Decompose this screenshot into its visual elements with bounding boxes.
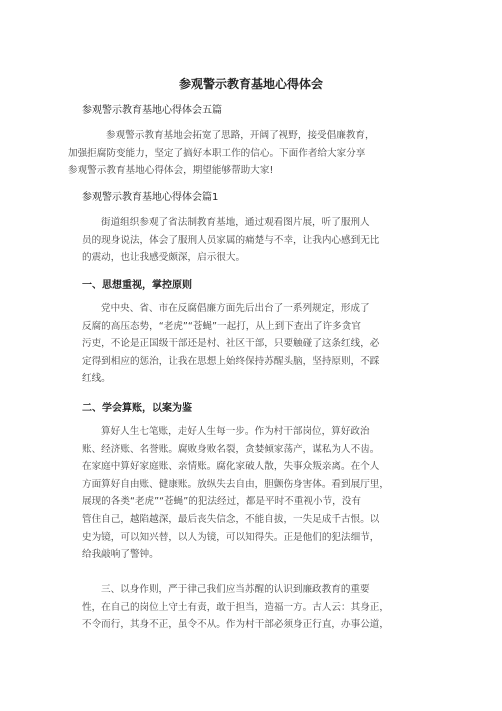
section-2-line: 史为镜，可以知兴替，以人为镜，可以知得失。正是他们的犯法细节， [82,531,380,543]
section-1-line: 反腐的高压态势，“老虎”“苍蝇”一起打，从上到下查出了许多贪官 [82,320,361,332]
section-2-line: 在家庭中算好家庭账、亲情账。腐化家破人散，失事众叛亲离。在个人 [82,461,380,473]
section-1-line: 污吏，不论是正国级干部还是村、社区干部，只要触碰了这条红线，必 [82,338,380,350]
intro-line: 参观警示教育基地心得体会，期望能够帮助大家! [68,165,274,177]
document-title: 参观警示教育基地心得体会 [178,77,323,91]
section-1-paragraph [82,300,486,388]
section-2-paragraph [82,423,486,564]
section-3-paragraph [82,581,486,634]
section-1-line: 党中央、省、市在反腐倡廉方面先后出台了一系列规定，形成了 [101,303,370,314]
article-intro-paragraph [82,214,486,267]
section-2-line: 算好人生七笔账，走好人生每一步。作为村干部岗位，算好政治 [101,426,370,437]
section-3-line: 不令而行，其身不正，虽令不从。作为村干部必须身正行直，办事公道， [82,619,389,631]
subtitle: 参观警示教育基地心得体会五篇 [82,105,222,116]
section-2-line: 展现的各类“老虎”“苍蝇”的犯法经过，都是平时不重视小节，没有 [82,496,361,508]
intro-line: 参观警示教育基地会拓宽了思路，开阔了视野，接受倡廉教育， [106,130,375,141]
section-2-line: 方面算好自由账、健康账。放纵失去自由，胆颤伤身害体。看到展厅里， [82,478,389,490]
section-1-line: 定得到相应的惩治，让我在思想上始终保持苏醒头脑，坚持原则，不踩 [82,355,380,367]
article-title: 参观警示教育基地心得体会篇1 [82,192,219,203]
article-intro-line: 员的现身说法，体会了服刑人员家属的痛楚与不幸，让我内心感到无比 [82,234,380,246]
section-heading-1: 一、思想重视，掌控原则 [82,280,192,291]
section-2-line: 给我敲响了警钟。 [82,549,159,561]
section-2-line: 管住自己，越陷越深，最后丧失信念，不能自拔，一失足成千古恨。以 [82,513,380,525]
article-intro-line: 的震动，也让我感受颇深，启示很大。 [82,252,246,264]
section-2-line: 账、经济账、名誉账。腐败身败名裂，贪婪倾家荡产，谋私为人不齿。 [82,443,380,455]
section-3-line: 三、以身作则，严于律己我们应当苏醒的认识到廉政教育的重要 [101,584,370,595]
section-heading-2: 二、学会算账，以案为鉴 [82,403,192,414]
section-3-line: 性，在自己的岗位上守土有责，敢于担当，造福一方。古人云：其身正， [82,601,389,613]
intro-paragraph [68,127,486,180]
section-1-line: 红线。 [82,373,111,385]
intro-line: 加强拒腐防变能力，坚定了搞好本职工作的信心。下面作者给大家分享 [68,147,366,159]
article-intro-line: 街道组织参观了省法制教育基地，通过观看图片展，听了服刑人 [101,217,370,228]
